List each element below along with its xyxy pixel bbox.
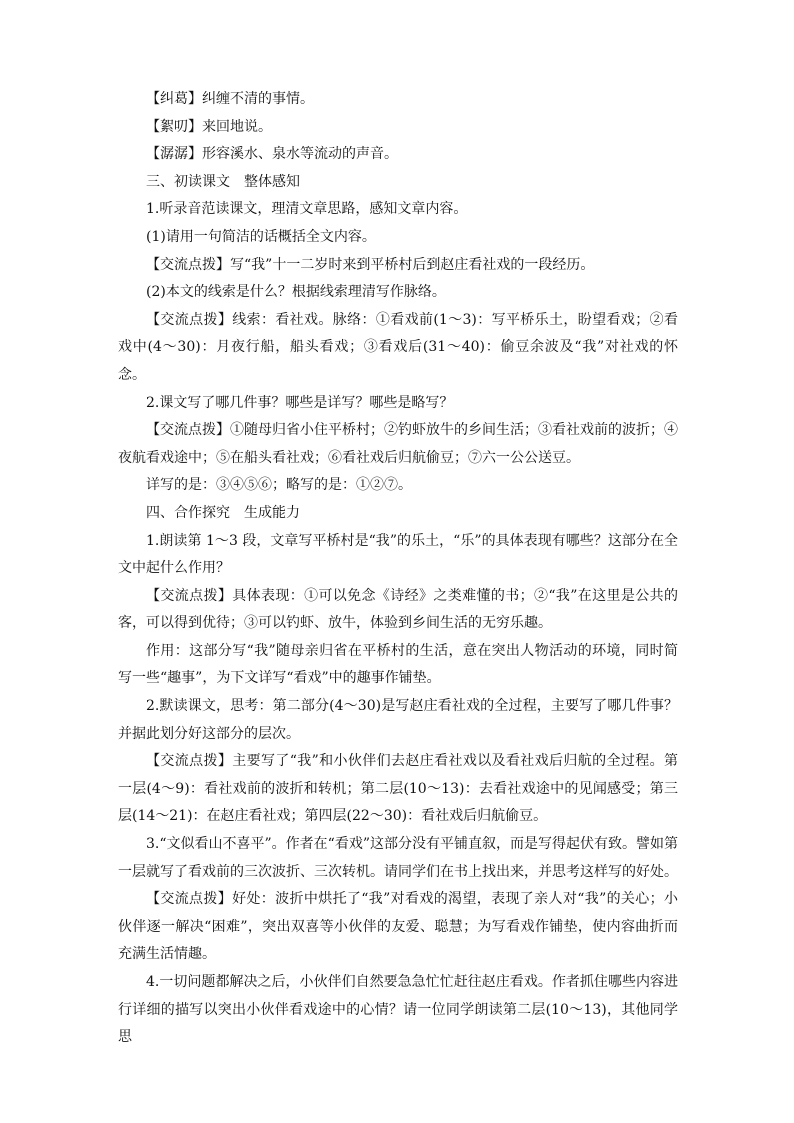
vocab-chanchan: 【潺潺】形容溪水、泉水等流动的声音。 — [146, 146, 398, 163]
document-page — [118, 86, 678, 1052]
vocab-jiuge: 【纠葛】纠缠不清的事情。 — [146, 91, 314, 107]
section-heading-4: 四、合作探究 生成能力 — [146, 504, 300, 521]
task-2: 2.课文写了哪几件事？哪些是详写？哪些是略写？ — [146, 394, 454, 411]
answer-2-detail: 详写的是：③④⑤⑥；略写的是：①②⑦。 — [146, 477, 412, 494]
section-heading-3: 三、初读课文 整体感知 — [146, 173, 300, 190]
answer-1-1: 【交流点拨】写“我”十一二岁时来到平桥村后到赵庄看社戏的一段经历。 — [146, 256, 595, 273]
answer-4-2: 【交流点拨】主要写了“我”和小伙伴们去赵庄看社戏以及看社戏后归航的全过程。第一层(4～9)：看社戏前的波折和转机；第二层(10～13)：去看社戏途中的见闻感受；第三层(14～21)：在赵庄看社戏；第四层(22～30)：看社戏后归航偷豆。 — [118, 753, 678, 825]
answer-1-2: 【交流点拨】线索：看社戏。脉络：①看戏前(1～3)：写平桥乐土，盼望看戏；②看戏中(4～30)：月夜行船，船头看戏；③看戏后(31～40)：偷豆余波及“我”对社戏的怀念。 — [118, 311, 678, 383]
task-1: 1.听录音范读课文，理清文章思路，感知文章内容。 — [146, 201, 468, 218]
answer-4-1-effect: 作用：这部分写“我”随母亲归省在平桥村的生活，意在突出人物活动的环境，同时简写一些“趣事”，为下文详写“看戏”中的趣事作铺垫。 — [118, 642, 678, 687]
question-4-3: 3.“文似看山不喜平”。作者在“看戏”这部分没有平铺直叙，而是写得起伏有致。譬如第一层就写了看戏前的三次波折、三次转机。请同学们在书上找出来，并思考这样写的好处。 — [118, 836, 678, 880]
vocab-xudao: 【絮叨】来回地说。 — [146, 118, 272, 135]
question-4-1: 1.朗读第 1～3 段，文章写平桥村是“我”的乐土，“乐”的具体表现有哪些？这部分在全文中起什么作用？ — [118, 532, 678, 577]
question-1-2: (2)本文的线索是什么？根据线索理清写作脉络。 — [146, 284, 446, 301]
question-4-2: 2.默读课文，思考：第二部分(4～30)是写赵庄看社戏的全过程，主要写了哪几件事？并据此划分好这部分的层次。 — [118, 698, 678, 742]
answer-4-3: 【交流点拨】好处：波折中烘托了“我”对看戏的渴望，表现了亲人对“我”的关心；小伙伴逐一解决“困难”，突出双喜等小伙伴的友爱、聪慧；为写看戏作铺垫，使内容曲折而充满生活情趣。 — [118, 891, 678, 963]
answer-4-1: 【交流点拨】具体表现：①可以免念《诗经》之类难懂的书；②“我”在这里是公共的客，可以得到优待；③可以钓虾、放牛，体验到乡间生活的无穷乐趣。 — [118, 587, 678, 632]
answer-2: 【交流点拨】①随母归省小住平桥村；②钓虾放牛的乡间生活；③看社戏前的波折；④夜航看戏途中；⑤在船头看社戏；⑥看社戏后归航偷豆；⑦六一公公送豆。 — [118, 422, 678, 466]
question-1-1: (1)请用一句简洁的话概括全文内容。 — [146, 228, 376, 245]
question-4-4: 4.一切问题都解决之后，小伙伴们自然要急急忙忙赶往赵庄看戏。作者抓住哪些内容进行详细的描写以突出小伙伴看戏途中的心情？请一位同学朗读第二层(10～13)，其他同学思 — [118, 974, 678, 1046]
